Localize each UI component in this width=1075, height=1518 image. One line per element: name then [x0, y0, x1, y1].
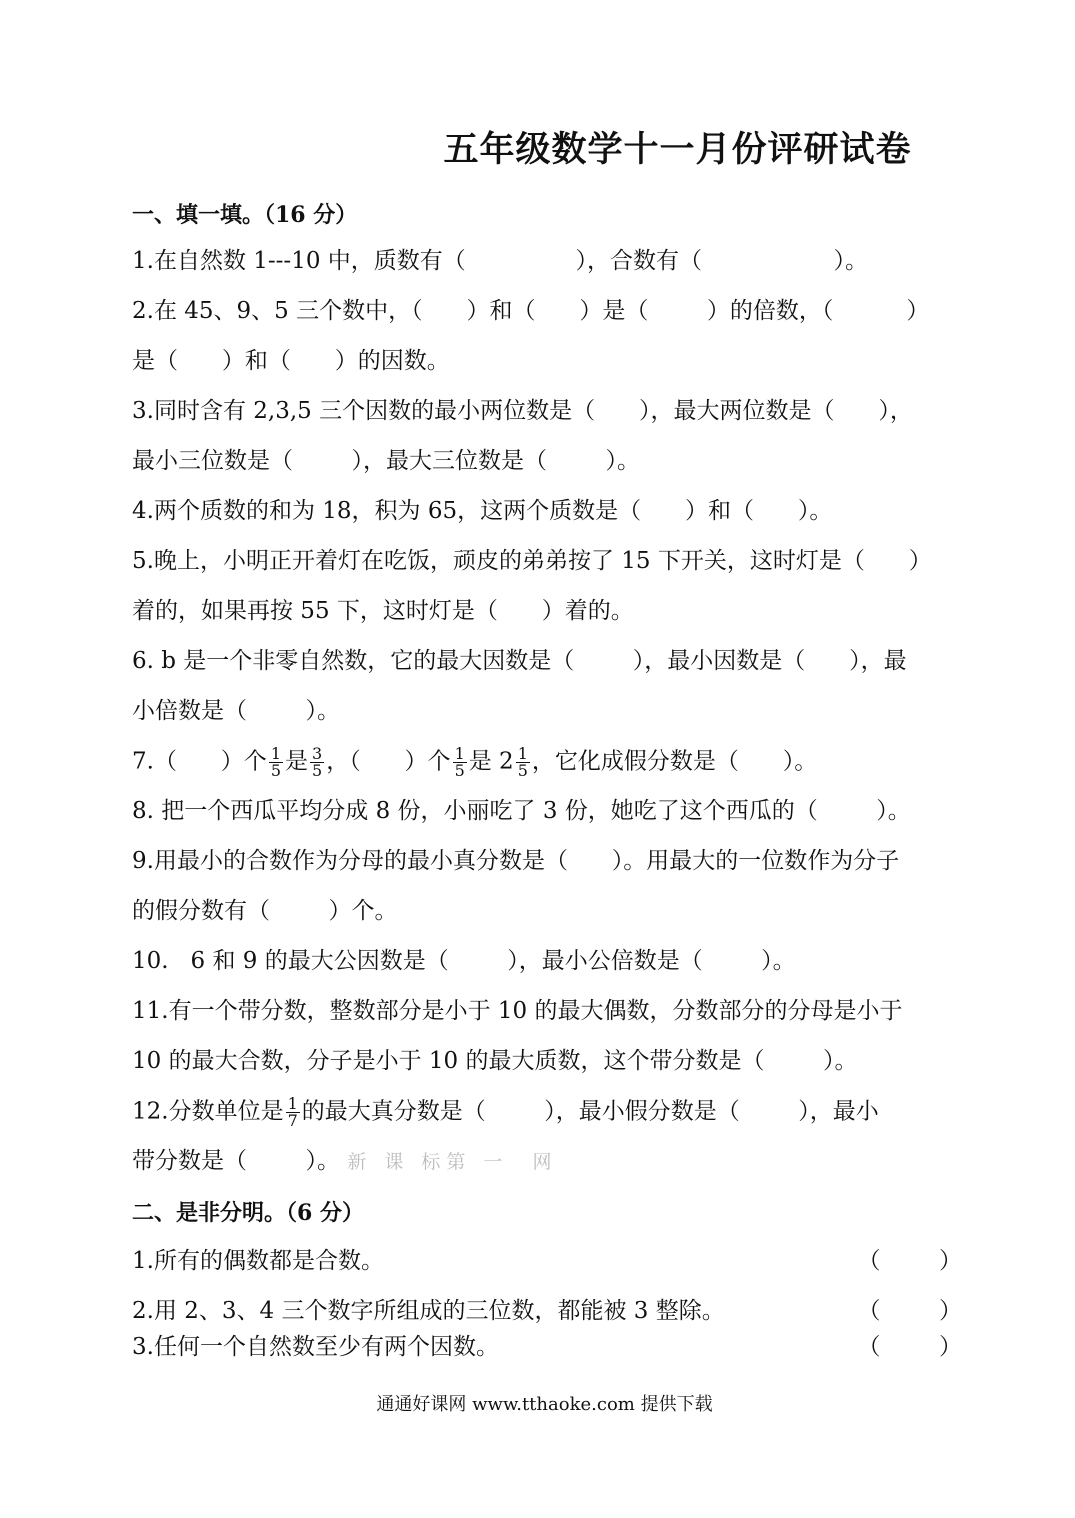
- question-5-line-1: 5.晚上，小明正开着灯在吃饭，顽皮的弟弟按了 15 下开关，这时灯是（ ）: [132, 548, 932, 574]
- question-6-line-1: 6. b 是一个非零自然数，它的最大因数是（ ），最小因数是（ ），最: [132, 648, 907, 674]
- fraction: $\frac{1}{5}$: [270, 744, 281, 780]
- question-3-line-1: 3.同时含有 2,3,5 三个因数的最小两位数是（ ），最大两位数是（ ），: [132, 398, 913, 424]
- question-12-line-2: 带分数是（ ）。 新 课 标第 一 网: [132, 1148, 558, 1174]
- section-2-heading: 二、是非分明。（6 分）: [132, 1200, 364, 1226]
- answer-blank: （ ）: [857, 1298, 962, 1324]
- fraction: $\frac{1}{5}$: [517, 744, 528, 780]
- true-false-item: 3.任何一个自然数至少有两个因数。 （ ）: [132, 1334, 962, 1360]
- question-6-line-2: 小倍数是（ ）。: [132, 698, 340, 724]
- fraction: $\frac{1}{5}$: [454, 744, 465, 780]
- question-12-line-1: 12.分数单位是 $\frac{1}{7}$ 的最大真分数是（ ），最小假分数是（ ），最小: [132, 1094, 879, 1130]
- question-5-line-2: 着的，如果再按 55 下，这时灯是（ ）着的。: [132, 598, 634, 624]
- question-2-line-1: 2.在 45、9、5 三个数中，（ ）和（ ）是（ ）的倍数，（ ）: [132, 298, 930, 324]
- question-8: 8. 把一个西瓜平均分成 8 份，小丽吃了 3 份，她吃了这个西瓜的（ ）。: [132, 798, 911, 824]
- question-10: 10. 6 和 9 的最大公因数是（ ），最小公倍数是（ ）。: [132, 948, 796, 974]
- true-false-item: 1.所有的偶数都是合数。 （ ）: [132, 1248, 962, 1274]
- question-11-line-1: 11.有一个带分数，整数部分是小于 10 的最大偶数，分数部分的分母是小于: [132, 998, 903, 1024]
- question-9-line-2: 的假分数有（ ）个。: [132, 898, 398, 924]
- fraction: $\frac{3}{5}$: [312, 744, 323, 780]
- answer-blank: （ ）: [857, 1334, 962, 1360]
- section-1-heading: 一、填一填。（16 分）: [132, 202, 358, 228]
- page-title: 五年级数学十一月份评研试卷: [443, 129, 912, 170]
- watermark-text: 新 课 标第 一 网: [347, 1151, 558, 1173]
- question-1: 1.在自然数 1---10 中，质数有（ ），合数有（ ）。: [132, 248, 869, 274]
- question-7: 7.（ ）个 $\frac{1}{5}$ 是 $\frac{3}{5}$ ，（ ）个 $\frac{1}{5}$ 是 2 $\frac{1}{5}$ ，它化成假分数是（ ）。: [132, 744, 818, 780]
- question-2-line-2: 是（ ）和（ ）的因数。: [132, 348, 450, 374]
- question-3-line-2: 最小三位数是（ ），最大三位数是（ ）。: [132, 448, 640, 474]
- question-11-line-2: 10 的最大合数，分子是小于 10 的最大质数，这个带分数是（ ）。: [132, 1048, 858, 1074]
- question-9-line-1: 9.用最小的合数作为分母的最小真分数是（ ）。用最大的一位数作为分子: [132, 848, 900, 874]
- question-4: 4.两个质数的和为 18，积为 65，这两个质数是（ ）和（ ）。: [132, 498, 833, 524]
- fraction: $\frac{1}{7}$: [287, 1094, 298, 1130]
- answer-blank: （ ）: [857, 1248, 962, 1274]
- page-footer: 通通好课网 www.tthaoke.com 提供下载: [376, 1394, 713, 1415]
- true-false-item: 2.用 2、3、4 三个数字所组成的三位数，都能被 3 整除。 （ ）: [132, 1298, 962, 1324]
